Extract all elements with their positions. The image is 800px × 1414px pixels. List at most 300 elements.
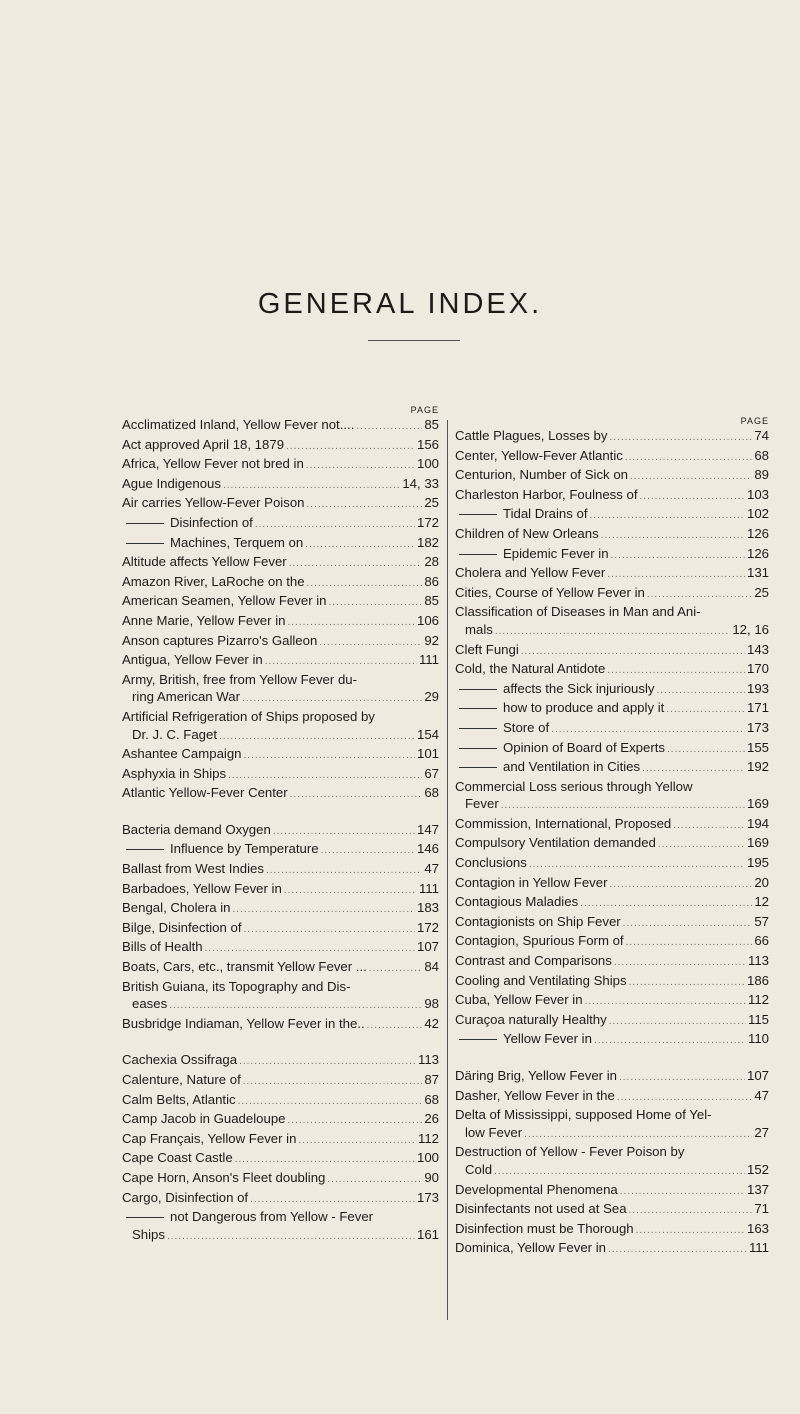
- entry-text: Machines, Terquem on: [122, 534, 303, 552]
- entry-text: Contagion in Yellow Fever: [455, 874, 608, 890]
- entry-text: how to produce and apply it: [455, 699, 664, 717]
- page-number: 152: [746, 1161, 769, 1177]
- dot-leader: [287, 612, 415, 632]
- entry-text: Center, Yellow-Fever Atlantic: [455, 447, 623, 463]
- page-number: 28: [424, 554, 439, 570]
- entry-text: Asphyxia in Ships: [122, 765, 227, 781]
- entry-text: Cape Coast Castle: [122, 1150, 233, 1166]
- dot-leader: [369, 958, 423, 978]
- dot-leader: [617, 1087, 753, 1107]
- index-entry: [455, 1067, 769, 1087]
- index-entry: [455, 913, 769, 933]
- entry-text: Dasher, Yellow Fever in the: [455, 1087, 615, 1103]
- index-entry: [122, 1208, 439, 1245]
- index-entry: [122, 671, 439, 708]
- entry-text: Contagious Maladies: [455, 894, 579, 910]
- right-groups: [455, 427, 769, 1259]
- dot-leader: [265, 651, 417, 671]
- page-number: 26: [424, 1111, 439, 1127]
- entry-text: ring American War: [132, 689, 240, 705]
- page-number: 112: [747, 992, 769, 1008]
- dot-leader: [629, 1200, 753, 1220]
- dot-leader: [529, 854, 745, 874]
- page-number: 27: [754, 1124, 769, 1140]
- dot-leader: [580, 893, 752, 913]
- index-entry: [122, 899, 439, 919]
- page-number: 87: [424, 1072, 439, 1087]
- index-entry: [122, 455, 439, 475]
- index-entry: [455, 758, 769, 778]
- page-number: 183: [416, 900, 439, 916]
- entry-text: Bengal, Cholera in: [122, 900, 231, 916]
- entry-text: Cattle Plagues, Losses by: [455, 428, 608, 443]
- index-group: [122, 1051, 439, 1245]
- entry-text: Cholera and Yellow Fever: [455, 565, 606, 581]
- dot-leader: [658, 834, 745, 854]
- entry-text: Ballast from West Indies: [122, 861, 264, 877]
- entry-text: Antigua, Yellow Fever in: [122, 652, 263, 668]
- entry-text: Amazon River, LaRoche on the: [122, 573, 305, 589]
- index-entry: [122, 534, 439, 554]
- page-number: 137: [746, 1181, 769, 1197]
- page-number: 126: [746, 525, 769, 541]
- dot-leader: [636, 1220, 745, 1240]
- page-number: 111: [418, 652, 439, 668]
- dot-leader: [642, 758, 745, 778]
- dot-leader: [223, 475, 400, 495]
- page-number: 29: [424, 689, 439, 705]
- page-number: 110: [747, 1031, 769, 1047]
- page-number: 102: [746, 506, 769, 522]
- page-number: 98: [424, 996, 439, 1012]
- entry-text: Army, British, free from Yellow Fever du-: [122, 671, 358, 687]
- index-entry: [122, 1110, 439, 1130]
- index-entry: [122, 494, 439, 514]
- index-entry: [455, 660, 769, 680]
- entry-text: Altitude affects Yellow Fever: [122, 554, 287, 570]
- index-entry: [122, 919, 439, 939]
- entry-text: Cities, Course of Yellow Fever in: [455, 584, 645, 600]
- entry-text: Artificial Refrigeration of Ships proposed by: [122, 708, 375, 724]
- page-number: 68: [424, 1091, 439, 1107]
- dot-leader: [242, 688, 422, 708]
- entry-text: low Fever: [465, 1124, 523, 1140]
- dot-leader: [255, 514, 415, 534]
- dot-leader: [205, 938, 415, 958]
- page-number: 173: [746, 719, 769, 735]
- dot-leader: [656, 680, 745, 700]
- page-column-label: PAGE: [410, 405, 439, 415]
- index-entry: [122, 765, 439, 785]
- index-entry: [122, 978, 439, 1015]
- entry-text: Acclimatized Inland, Yellow Fever not....: [122, 417, 355, 432]
- index-entry: [455, 427, 769, 447]
- dot-leader: [235, 1149, 415, 1169]
- page-number: 163: [746, 1220, 769, 1236]
- dot-leader: [551, 719, 745, 739]
- entry-text: Yellow Fever in: [455, 1030, 592, 1048]
- index-entry: [122, 612, 439, 632]
- index-entry: [455, 584, 769, 604]
- page-number: 147: [416, 821, 439, 837]
- entry-text: Anne Marie, Yellow Fever in: [122, 612, 286, 628]
- entry-text: eases: [132, 996, 168, 1012]
- index-entry: [455, 1143, 769, 1180]
- page-number: 71: [754, 1201, 769, 1217]
- entry-text: Tidal Drains of: [455, 505, 588, 523]
- dot-leader: [266, 860, 422, 880]
- index-entry: [455, 739, 769, 759]
- index-entry: [455, 854, 769, 874]
- entry-text: Commercial Loss serious through Yellow: [455, 778, 693, 794]
- dot-leader: [289, 553, 423, 573]
- dot-leader: [284, 880, 417, 900]
- page-number: 173: [416, 1189, 439, 1205]
- index-group: [122, 416, 439, 804]
- entry-text: Cold, the Natural Antidote: [455, 661, 606, 677]
- index-entry: [455, 932, 769, 952]
- page-number: 100: [416, 1150, 439, 1166]
- page-number: 103: [746, 486, 769, 502]
- index-entry: [455, 641, 769, 661]
- entry-text: Contagion, Spurious Form of: [455, 933, 624, 949]
- entry-text: mals: [465, 621, 493, 637]
- index-entry: [455, 486, 769, 506]
- page-number: 84: [424, 959, 439, 975]
- index-entry: [455, 699, 769, 719]
- dot-leader: [239, 1051, 416, 1071]
- dot-leader: [367, 1015, 423, 1035]
- entry-text: Africa, Yellow Fever not bred in: [122, 456, 304, 472]
- index-entry: [455, 564, 769, 584]
- index-entry: [122, 416, 439, 436]
- page-number: 143: [746, 641, 769, 657]
- entry-text: Calenture, Nature of: [122, 1072, 241, 1087]
- page-number: 169: [746, 796, 769, 812]
- page-number: 170: [746, 661, 769, 677]
- page-number: 12, 16: [732, 621, 769, 637]
- entry-text: Cape Horn, Anson's Fleet doubling: [122, 1169, 326, 1185]
- entry-text: Disinfection must be Thorough: [455, 1220, 634, 1236]
- dot-leader: [228, 765, 422, 785]
- index-entry: [455, 1106, 769, 1143]
- dot-leader: [219, 726, 415, 746]
- page-number: 25: [754, 584, 769, 600]
- index-entry: [455, 545, 769, 565]
- entry-text: Dominica, Yellow Fever in: [455, 1240, 606, 1256]
- dot-leader: [501, 795, 745, 815]
- dot-leader: [594, 1030, 746, 1050]
- index-entry: [455, 952, 769, 972]
- entry-text: Barbadoes, Yellow Fever in: [122, 880, 282, 896]
- dot-leader: [585, 991, 746, 1011]
- page-number: 146: [416, 841, 439, 857]
- entry-text: Delta of Mississippi, supposed Home of Yel-: [455, 1107, 712, 1123]
- entry-text: Developmental Phenomena: [455, 1181, 618, 1197]
- index-entry: [455, 1239, 769, 1259]
- dot-leader: [620, 1181, 745, 1201]
- index-entry: [455, 447, 769, 467]
- entry-text: Disinfection of: [122, 514, 253, 532]
- dot-leader: [666, 699, 745, 719]
- index-entry: [455, 466, 769, 486]
- page-number: 171: [746, 700, 769, 716]
- index-entry: [122, 708, 439, 745]
- index-entry: [455, 525, 769, 545]
- page-number: 74: [754, 428, 769, 443]
- dot-leader: [290, 784, 423, 804]
- page-number: 100: [416, 456, 439, 472]
- index-entry: [455, 505, 769, 525]
- entry-text: Cargo, Disinfection of: [122, 1189, 249, 1205]
- dot-leader: [169, 995, 422, 1015]
- dot-leader: [673, 815, 745, 835]
- index-entry: [122, 1051, 439, 1071]
- page-number: 107: [416, 939, 439, 955]
- right-column: [455, 415, 769, 1276]
- index-entry: [455, 719, 769, 739]
- index-entry: [455, 893, 769, 913]
- entry-text: Curaçoa naturally Healthy: [455, 1011, 607, 1027]
- page-number: 161: [416, 1226, 439, 1242]
- entry-text: Opinion of Board of Experts: [455, 739, 665, 757]
- entry-text: American Seamen, Yellow Fever in: [122, 593, 327, 609]
- entry-text: Cooling and Ventilating Ships: [455, 972, 627, 988]
- dot-leader: [625, 447, 752, 467]
- dot-leader: [607, 564, 745, 584]
- index-entry: [122, 1071, 439, 1091]
- left-groups: [122, 416, 439, 1245]
- dot-leader: [524, 1124, 752, 1144]
- entry-text: Contagionists on Ship Fever: [455, 913, 621, 929]
- left-column: [122, 404, 439, 1262]
- page-number: 68: [754, 447, 769, 463]
- dot-leader: [610, 874, 753, 894]
- dot-leader: [629, 972, 745, 992]
- page-number: 126: [746, 545, 769, 561]
- dot-leader: [609, 1011, 746, 1031]
- page-number: 47: [424, 861, 439, 877]
- page-number: 12: [754, 894, 769, 910]
- page-number: 172: [416, 919, 439, 935]
- index-entry: [122, 1130, 439, 1150]
- dot-leader: [243, 1071, 423, 1091]
- page-number: 186: [746, 972, 769, 988]
- index-entry: [122, 475, 439, 495]
- page-number: 192: [746, 759, 769, 775]
- index-entry: [455, 1220, 769, 1240]
- page-number: 156: [416, 436, 439, 452]
- entry-text: Däring Brig, Yellow Fever in: [455, 1068, 617, 1083]
- index-entry: [122, 553, 439, 573]
- entry-text: Destruction of Yellow - Fever Poison by: [455, 1144, 685, 1160]
- entry-text: Epidemic Fever in: [455, 545, 609, 563]
- dot-leader: [305, 534, 415, 554]
- entry-text: Ague Indigenous: [122, 475, 221, 491]
- index-entry: [455, 680, 769, 700]
- index-entry: [455, 815, 769, 835]
- index-entry: [455, 1181, 769, 1201]
- entry-text: Boats, Cars, etc., transmit Yellow Fever ...: [122, 959, 367, 975]
- entry-text: Act approved April 18, 1879: [122, 436, 285, 452]
- dot-leader: [306, 455, 415, 475]
- dot-leader: [495, 621, 730, 641]
- page-number: 92: [424, 632, 439, 648]
- entry-text: Cachexia Ossifraga: [122, 1052, 238, 1068]
- index-entry: [455, 972, 769, 992]
- entry-text: Compulsory Ventilation demanded: [455, 835, 656, 851]
- index-group: [455, 427, 769, 1050]
- index-entry: [122, 1189, 439, 1209]
- index-entry: [122, 514, 439, 534]
- page-number: 47: [754, 1087, 769, 1103]
- page-number: 101: [416, 746, 439, 762]
- index-entry: [122, 592, 439, 612]
- entry-text: Anson captures Pizarro's Galleon: [122, 632, 318, 648]
- index-entry: [122, 784, 439, 804]
- dot-leader: [244, 745, 415, 765]
- page-number: 155: [746, 739, 769, 755]
- dot-leader: [609, 427, 752, 447]
- page-number: 90: [424, 1169, 439, 1185]
- page-number: 20: [754, 874, 769, 890]
- dot-leader: [307, 494, 423, 514]
- index-entry: [455, 1011, 769, 1031]
- dot-leader: [238, 1091, 423, 1111]
- page-number: 111: [748, 1240, 769, 1256]
- dot-leader: [250, 1189, 415, 1209]
- entry-text: Fever: [465, 796, 499, 812]
- dot-leader: [601, 525, 745, 545]
- ditto-dash: [126, 1217, 164, 1218]
- index-group: [122, 821, 439, 1035]
- index-entry: [122, 938, 439, 958]
- entry-text: Bills of Health: [122, 939, 203, 955]
- page-number: 86: [424, 573, 439, 589]
- entry-text: Atlantic Yellow-Fever Center: [122, 785, 288, 801]
- index-group: [455, 1067, 769, 1259]
- page-number: 14, 33: [402, 475, 439, 491]
- dot-leader: [607, 660, 745, 680]
- dot-leader: [623, 913, 753, 933]
- entry-text: Dr. J. C. Faget: [132, 726, 218, 742]
- entry-text: Busbridge Indiaman, Yellow Fever in the..: [122, 1015, 365, 1031]
- index-entry: [455, 1200, 769, 1220]
- index-entry: [122, 821, 439, 841]
- page-number: 194: [746, 815, 769, 831]
- dot-leader: [619, 1067, 745, 1087]
- index-entry: [455, 778, 769, 815]
- entry-text: Classification of Diseases in Man and Ani-: [455, 604, 701, 620]
- page-column-label: PAGE: [740, 416, 769, 426]
- dot-leader: [626, 932, 753, 952]
- index-entry: [455, 991, 769, 1011]
- dot-leader: [273, 821, 415, 841]
- entry-text: Bilge, Disinfection of: [122, 919, 242, 935]
- page-number: 169: [746, 835, 769, 851]
- index-entry: [455, 834, 769, 854]
- page-number: 68: [424, 785, 439, 801]
- dot-leader: [319, 632, 422, 652]
- page-number: 85: [424, 593, 439, 609]
- entry-text: affects the Sick injuriously: [455, 680, 654, 698]
- dot-leader: [494, 1161, 745, 1181]
- index-entry: [455, 1030, 769, 1050]
- dot-leader: [307, 573, 423, 593]
- index-entry: [122, 1015, 439, 1035]
- page-number: 112: [417, 1130, 439, 1146]
- entry-text: Ships: [132, 1226, 165, 1242]
- index-entry: [122, 840, 439, 860]
- index-entry: [122, 632, 439, 652]
- entry-text: and Ventilation in Cities: [455, 758, 640, 776]
- dot-leader: [608, 1239, 747, 1259]
- index-entry: [122, 958, 439, 978]
- dot-leader: [167, 1226, 415, 1246]
- page-number: 131: [746, 565, 769, 581]
- page-number: 182: [416, 534, 439, 550]
- page-number: 154: [416, 726, 439, 742]
- entry-text: Commission, International, Proposed: [455, 815, 672, 831]
- index-entry: [455, 1087, 769, 1107]
- entry-text: Ashantee Campaign: [122, 746, 242, 762]
- entry-text: Disinfectants not used at Sea: [455, 1201, 627, 1217]
- page-number: 193: [746, 680, 769, 696]
- dot-leader: [667, 739, 745, 759]
- page-number: 85: [424, 417, 439, 432]
- dot-leader: [298, 1130, 416, 1150]
- entry-text: not Dangerous from Yellow - Fever: [170, 1209, 374, 1225]
- dot-leader: [286, 436, 415, 456]
- entry-text: Bacteria demand Oxygen: [122, 821, 271, 837]
- index-entry: [122, 651, 439, 671]
- index-entry: [122, 436, 439, 456]
- dot-leader: [243, 919, 415, 939]
- index-entry: [122, 1169, 439, 1189]
- entry-text: Store of: [455, 719, 549, 737]
- page-number: 106: [416, 612, 439, 628]
- index-entry: [122, 1091, 439, 1111]
- page-number: 25: [424, 495, 439, 511]
- page-number: 107: [746, 1068, 769, 1083]
- index-entry: [122, 880, 439, 900]
- entry-text: Cap Français, Yellow Fever in: [122, 1130, 297, 1146]
- page-number: 67: [424, 765, 439, 781]
- index-entry: [455, 603, 769, 640]
- entry-text: Calm Belts, Atlantic: [122, 1091, 236, 1107]
- page-number: 172: [416, 514, 439, 530]
- page-number: 57: [754, 913, 769, 929]
- entry-text: Influence by Temperature: [122, 840, 319, 858]
- entry-text: Children of New Orleans: [455, 525, 599, 541]
- page-title: GENERAL INDEX.: [257, 288, 543, 320]
- column-divider: [447, 420, 448, 1320]
- index-entry: [455, 874, 769, 894]
- index-entry: [122, 745, 439, 765]
- entry-text: Cuba, Yellow Fever in: [455, 992, 583, 1008]
- dot-leader: [521, 641, 745, 661]
- entry-text: Camp Jacob in Guadeloupe: [122, 1111, 286, 1127]
- dot-leader: [327, 1169, 422, 1189]
- entry-text: Centurion, Number of Sick on: [455, 467, 628, 483]
- entry-text: Cold: [465, 1161, 493, 1177]
- title-rule: [368, 340, 460, 341]
- dot-leader: [640, 486, 745, 506]
- dot-leader: [611, 545, 745, 565]
- index-entry: [122, 1149, 439, 1169]
- page-number: 111: [418, 880, 439, 896]
- entry-text: Conclusions: [455, 855, 527, 871]
